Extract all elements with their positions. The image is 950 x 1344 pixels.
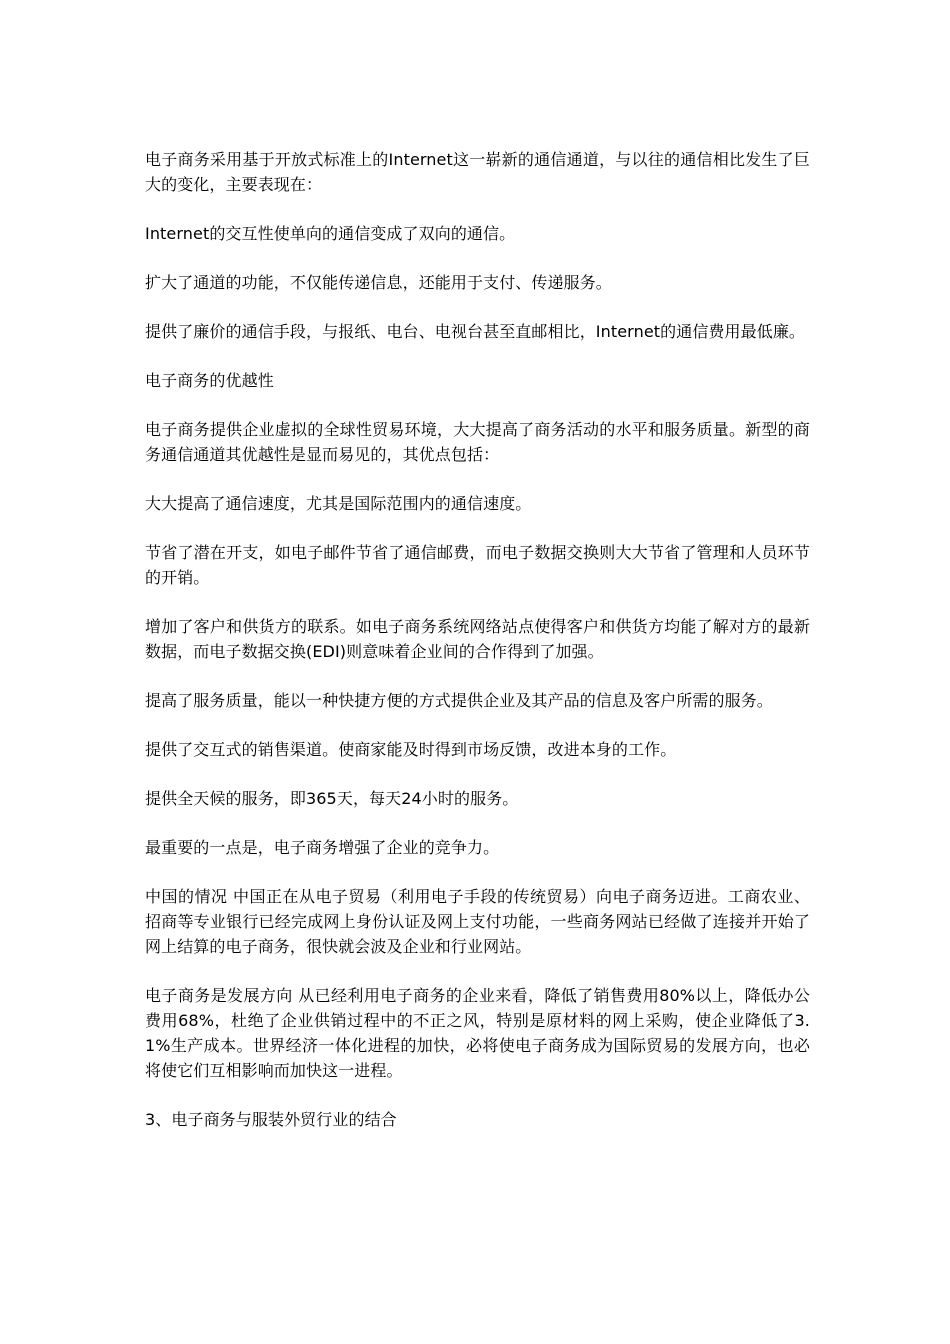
paragraph-all-day-service: 提供全天候的服务，即365天，每天24小时的服务。 [145,789,519,808]
paragraph-sales-channel: 提供了交互式的销售渠道。使商家能及时得到市场反馈，改进本身的工作。 [145,740,677,759]
paragraph-competitiveness: 最重要的一点是，电子商务增强了企业的竞争力。 [145,838,500,857]
paragraph-internet-intro: 电子商务采用基于开放式标准上的Internet这一崭新的通信通道，与以往的通信相比发生了巨大的变化，主要表现在： [145,150,810,194]
paragraph-customer-contact: 增加了客户和供货方的联系。如电子商务系统网络站点使得客户和供货方均能了解对方的最新数据，而电子数据交换(EDI)则意味着企业间的合作得到了加强。 [145,617,810,661]
paragraph-service-quality: 提高了服务质量，能以一种快捷方便的方式提供企业及其产品的信息及客户所需的服务。 [145,691,773,710]
paragraph-development-direction: 电子商务是发展方向 从已经利用电子商务的企业来看，降低了销售费用80%以上，降低办公费用68%，杜绝了企业供销过程中的不正之风，特别是原材料的网上采购，使企业降低了3.1%生产成本。世界经济一体化进程的加快，必将使电子商务成为国际贸易的发展方向，也必将使它们互相影响而加快这一进程。 [145,986,810,1080]
section-heading-apparel-trade: 3、电子商务与服装外贸行业的结合 [145,1110,397,1129]
paragraph-interactivity: Internet的交互性使单向的通信变成了双向的通信。 [145,224,516,243]
paragraph-low-cost: 提供了廉价的通信手段，与报纸、电台、电视台甚至直邮相比，Internet的通信费用最低廉。 [145,322,806,341]
paragraph-channel-function: 扩大了通道的功能，不仅能传递信息，还能用于支付、传递服务。 [145,273,612,292]
paragraph-cost-saving: 节省了潜在开支，如电子邮件节省了通信邮费，而电子数据交换则大大节省了管理和人员环节的开销。 [145,543,810,587]
paragraph-china-situation: 中国的情况 中国正在从电子贸易（利用电子手段的传统贸易）向电子商务迈进。工商农业、招商等专业银行已经完成网上身份认证及网上支付功能，一些商务网站已经做了连接并开始了网上结算的电子商务，很快就会波及企业和行业网站。 [145,887,810,956]
paragraph-speed: 大大提高了通信速度，尤其是国际范围内的通信速度。 [145,494,532,513]
document-body [145,147,810,1156]
section-heading-advantages: 电子商务的优越性 [145,371,274,390]
paragraph-advantages-intro: 电子商务提供企业虚拟的全球性贸易环境，大大提高了商务活动的水平和服务质量。新型的商务通信通道其优越性是显而易见的，其优点包括： [145,420,810,464]
